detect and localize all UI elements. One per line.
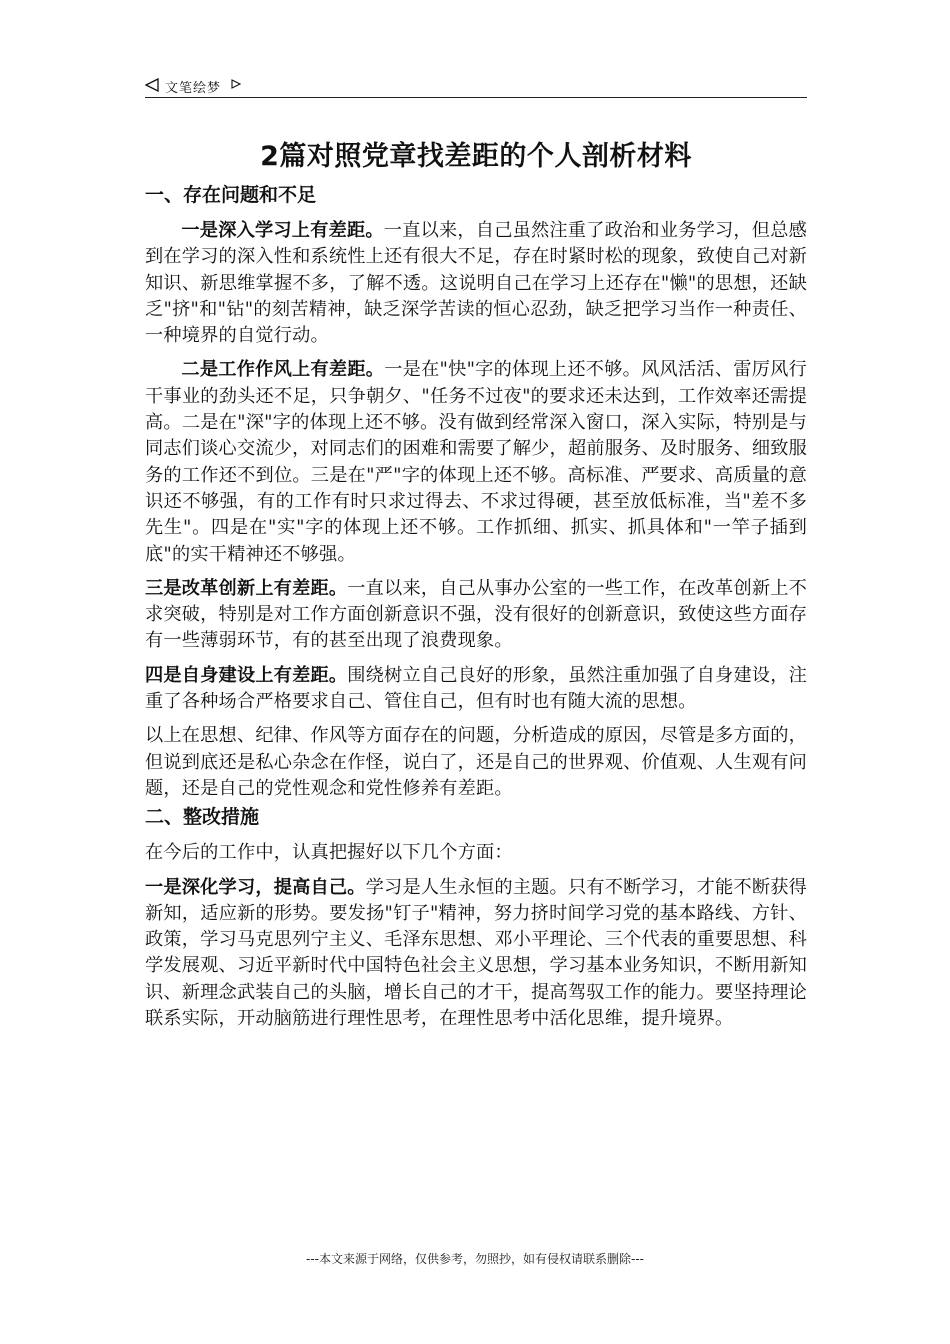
paragraph-lead: 三是改革创新上有差距。 xyxy=(145,577,348,599)
header-divider xyxy=(145,97,807,98)
paragraph-lead: 二是工作作风上有差距。 xyxy=(181,359,385,381)
paragraph-lead: 一是深入学习上有差距。 xyxy=(181,220,384,241)
paragraph-text: 一直以来，自己从事办公室的一些工作，在改革创新上不求突破，特别是对工作方面创新意识不强，没有很好的创新意识，致使这些方面存有一些薄弱环节，有的甚至出现了浪费现象。 xyxy=(145,577,807,652)
paragraph-text: 在今后的工作中，认真把握好以下几个方面： xyxy=(145,842,513,864)
paragraph-text: 学习是人生永恒的主题。只有不断学习，才能不断获得新知，适应新的形势。要发扬"钉子"精神，努力挤时间学习党的基本路线、方针、政策，学习马克思列宁主义、毛泽东思想、邓小平理论、三个代表的重要思想、科学发展观、习近平新时代中国特色社会主义思想，学习基本业务知识，不断用新知识、新理念武装自己的头脑，增长自己的才干，提高驾驭工作的能力。要坚持理论联系实际，开动脑筋进行理性思考，在理性思考中活化思维，提升境界。 xyxy=(145,876,807,1030)
paragraph xyxy=(145,357,807,567)
paragraph-lead: 四是自身建设上有差距。 xyxy=(145,664,348,686)
section-heading-problems: 一、存在问题和不足 xyxy=(145,184,317,206)
paragraph-text: 一是在"快"字的体现上还不够。风风活活、雷厉风行干事业的劲头还不足，只争朝夕、"任务不过夜"的要求还未达到，工作效率还需提高。二是在"深"字的体现上还不够。没有做到经常深入窗口，深入实际，特别是与同志们谈心交流少，对同志们的困难和需要了解少，超前服务、及时服务、细致服务的工作还不到位。三是在"严"字的体现上还不够。高标准、严要求、高质量的意识还不够强，有的工作有时只求过得去、不求过得硬，甚至放低标准，当"差不多先生"。四是在"实"字的体现上还不够。工作抓细、抓实、抓具体和"一竿子插到底"的实干精神还不够强。 xyxy=(145,359,807,565)
paragraph xyxy=(145,663,807,716)
triangle-left-icon xyxy=(145,78,159,92)
page-header xyxy=(145,76,807,98)
document-title: 2篇对照党章找差距的个人剖析材料 xyxy=(260,141,692,172)
section-heading-measures: 二、整改措施 xyxy=(145,806,260,829)
page-footer-disclaimer: ---本文来源于网络，仅供参考，勿照抄，如有侵权请联系删除--- xyxy=(306,1252,644,1266)
header-brand: 文笔绘梦 xyxy=(165,81,222,96)
paragraph-text: 围绕树立自己良好的形象，虽然注重加强了自身建设，注重了各种场合严格要求自己、管住自己，但有时也有随大流的思想。 xyxy=(145,664,807,713)
paragraph-text: 以上在思想、纪律、作风等方面存在的问题，分析造成的原因，尽管是多方面的，但说到底还是私心杂念在作怪，说白了，还是自己的世界观、价值观、人生观有问题，还是自己的党性观念和党性修养有差距。 xyxy=(145,725,807,799)
paragraph xyxy=(145,723,807,802)
paragraph xyxy=(145,875,807,1033)
paragraph xyxy=(145,840,807,866)
paragraph xyxy=(145,576,807,655)
paragraph-text: 一直以来，自己虽然注重了政治和业务学习，但总感到在学习的深入性和系统性上还有很大不足，存在时紧时松的现象，致使自己对新知识、新思维掌握不多，了解不透。这说明自己在学习上还存在"懒"的思想，还缺乏"挤"和"钻"的刻苦精神，缺乏深学苦读的恒心忍劲，缺乏把学习当作一种责任、一种境界的自觉行动。 xyxy=(145,220,807,347)
paragraph-lead: 一是深化学习，提高自己。 xyxy=(145,876,366,898)
document-body xyxy=(145,182,807,1040)
paragraph xyxy=(145,218,807,349)
triangle-right-icon xyxy=(231,79,241,89)
